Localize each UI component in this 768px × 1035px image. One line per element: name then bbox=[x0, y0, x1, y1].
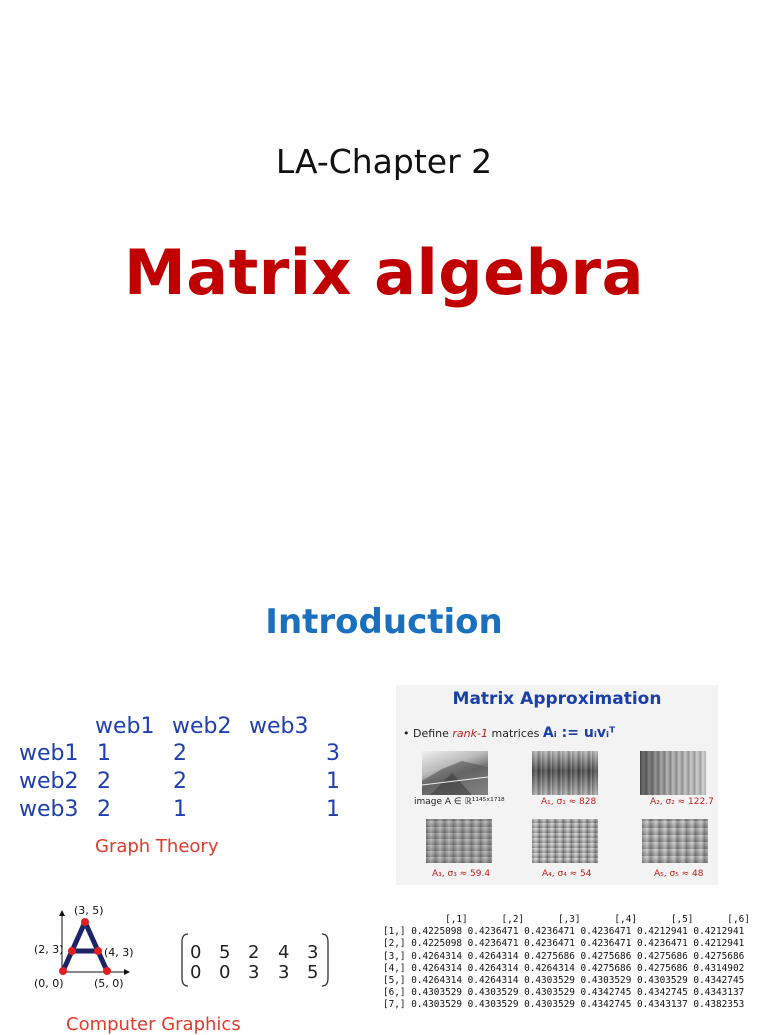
panel-title: Matrix Approximation bbox=[452, 689, 662, 709]
matrix-row: [4,] 0.4264314 0.4264314 0.4264314 0.4275686 0.4275686 0.4314902 bbox=[383, 962, 745, 974]
table-cell: 2 bbox=[173, 741, 187, 766]
table-cell: 2 bbox=[97, 769, 111, 794]
row-label-web3: web3 bbox=[19, 797, 79, 822]
caption-a2: A₂, σ₂ ≈ 122.7 bbox=[650, 797, 714, 807]
table-cell: 3 bbox=[326, 741, 340, 766]
caption-a1: A₁, σ₁ ≈ 828 bbox=[541, 797, 597, 807]
point-label: (5, 0) bbox=[94, 977, 124, 990]
row-label-web1: web1 bbox=[19, 741, 79, 766]
matrix-row: [6,] 0.4303529 0.4303529 0.4303529 0.4342745 0.4342745 0.4343137 bbox=[383, 987, 745, 999]
table-cell: 1 bbox=[97, 741, 111, 766]
matrix-row: [3,] 0.4264314 0.4264314 0.4275686 0.4275686 0.4275686 0.4275686 bbox=[383, 950, 745, 962]
caption-a5: A₅, σ₅ ≈ 48 bbox=[654, 869, 704, 879]
matrix-cell: 0 bbox=[190, 962, 202, 983]
chapter-label: LA-Chapter 2 bbox=[275, 142, 493, 181]
vertex-point bbox=[103, 967, 111, 975]
matrix-cell: 3 bbox=[248, 962, 260, 983]
section-title: Introduction bbox=[265, 602, 503, 642]
matrix-cell: 0 bbox=[190, 942, 202, 963]
rank3-thumbnail bbox=[426, 819, 492, 863]
point-label: (0, 0) bbox=[34, 977, 64, 990]
matrices-text: matrices bbox=[491, 727, 540, 740]
table-header-web2: web2 bbox=[172, 714, 232, 739]
define-text: Define bbox=[413, 727, 449, 740]
matrix-approximation-panel bbox=[396, 685, 718, 885]
matrix-cell: 3 bbox=[307, 942, 319, 963]
matrix-row: [1,] 0.4225098 0.4236471 0.4236471 0.4236471 0.4212941 0.4212941 bbox=[383, 926, 745, 938]
graph-theory-label: Graph Theory bbox=[95, 836, 219, 857]
point-label: (2, 3) bbox=[34, 943, 64, 956]
vertex-point bbox=[59, 967, 67, 975]
rank4-thumbnail bbox=[532, 819, 598, 863]
table-cell: 2 bbox=[173, 769, 187, 794]
matrix-cell: 5 bbox=[307, 962, 319, 983]
computer-graphics-label: Computer Graphics bbox=[66, 1014, 241, 1035]
table-cell: 1 bbox=[326, 769, 340, 794]
matrix-cell: 5 bbox=[219, 942, 231, 963]
table-cell: 1 bbox=[326, 797, 340, 822]
point-label: (3, 5) bbox=[74, 904, 104, 917]
table-cell: 2 bbox=[97, 797, 111, 822]
matrix-row: [2,] 0.4225098 0.4236471 0.4236471 0.4236471 0.4236471 0.4212941 bbox=[383, 938, 745, 950]
vertex-point bbox=[81, 918, 89, 926]
table-header-web3: web3 bbox=[249, 714, 309, 739]
source-image-thumbnail bbox=[422, 751, 488, 795]
caption-a3: A₃, σ₃ ≈ 59.4 bbox=[432, 869, 491, 879]
rank-text: rank-1 bbox=[452, 727, 488, 740]
rank2-thumbnail bbox=[640, 751, 706, 795]
vertex-point bbox=[94, 947, 102, 955]
matrix-cell: 3 bbox=[278, 962, 290, 983]
matrix-cell: 2 bbox=[248, 942, 260, 963]
panel-definition bbox=[403, 725, 615, 741]
vertex-point bbox=[68, 947, 76, 955]
table-cell: 1 bbox=[173, 797, 187, 822]
formula: Aᵢ := uᵢvᵢᵀ bbox=[542, 725, 616, 741]
caption-source: image A ∈ ℝ¹¹⁴⁵ˣ¹⁷¹⁸ bbox=[414, 797, 505, 807]
row-label-web2: web2 bbox=[19, 769, 79, 794]
bullet: • bbox=[403, 727, 410, 740]
matrix-row: [5,] 0.4264314 0.4264314 0.4303529 0.4303529 0.4303529 0.4342745 bbox=[383, 975, 745, 987]
caption-a4: A₄, σ₄ ≈ 54 bbox=[542, 869, 592, 879]
matrix-row: [7,] 0.4303529 0.4303529 0.4303529 0.4342745 0.4343137 0.4382353 bbox=[383, 999, 745, 1011]
main-title: Matrix algebra bbox=[124, 236, 644, 309]
table-header-web1: web1 bbox=[95, 714, 155, 739]
matrix-cell: 4 bbox=[278, 942, 290, 963]
matrix-header: [,1] [,2] [,3] [,4] [,5] [,6] bbox=[383, 914, 750, 925]
rank5-thumbnail bbox=[642, 819, 708, 863]
point-label: (4, 3) bbox=[104, 946, 134, 959]
numeric-matrix-printout bbox=[383, 914, 750, 1012]
rank1-thumbnail bbox=[532, 751, 598, 795]
matrix-cell: 0 bbox=[219, 962, 231, 983]
